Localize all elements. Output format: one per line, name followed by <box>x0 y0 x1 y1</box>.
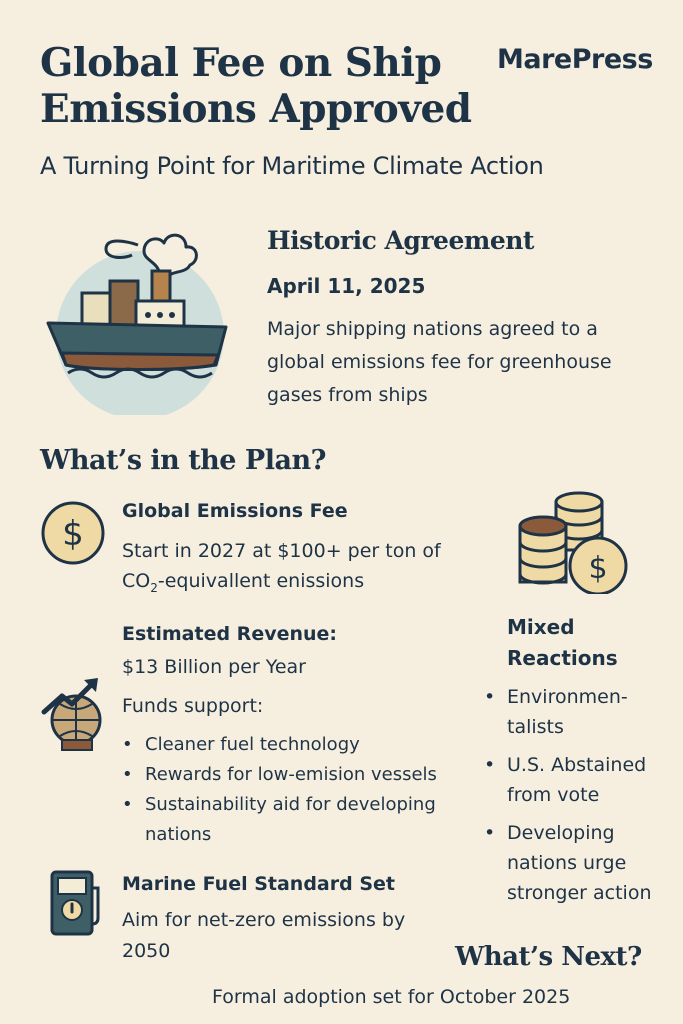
fee-title: Global Emissions Fee <box>122 500 348 522</box>
coin-stack-icon <box>516 490 632 594</box>
funds-list <box>122 730 482 850</box>
reactions-list <box>484 682 674 916</box>
list-item <box>484 750 674 810</box>
list-item-label: Environmen-talists <box>507 686 628 738</box>
svg-text:$: $ <box>62 514 84 554</box>
list-item <box>122 730 482 760</box>
fee-text-before: Start in 2027 at $100+ per ton of CO <box>122 540 441 592</box>
page-subtitle: A Turning Point for Maritime Climate Action <box>40 152 544 180</box>
list-item-label: U.S. Abstained from vote <box>507 754 647 806</box>
dollar-coin-icon <box>40 500 106 566</box>
historic-heading: Historic Agreement <box>267 226 534 255</box>
fee-description <box>122 536 462 603</box>
reactions-title: Mixed Reactions <box>507 615 618 670</box>
list-item-label: Developing nations urge stronger action <box>507 822 652 904</box>
globe-growth-icon <box>40 672 106 752</box>
list-item-label: Rewards for low-emision vessels <box>145 764 437 785</box>
fee-subscript: 2 <box>150 580 158 595</box>
bullet-icon: • <box>484 686 496 708</box>
list-item <box>122 760 482 790</box>
list-item-label: Sustainability aid for developing nations <box>145 794 436 845</box>
fee-text-after: -equivallent enissions <box>157 570 365 592</box>
bullet-icon: • <box>484 754 496 776</box>
fuel-standard-title: Marine Fuel Standard Set <box>122 873 395 895</box>
fuel-standard-description: Aim for net-zero emissions by 2050 <box>122 909 406 962</box>
historic-description: Major shipping nations agreed to a global emissions fee for greenhouse gases from ships <box>267 318 612 406</box>
ship-icon <box>40 215 240 415</box>
list-item-label: Cleaner fuel technology <box>145 734 360 755</box>
plan-heading: What’s in the Plan? <box>40 445 326 476</box>
funds-title: Funds support: <box>122 695 264 717</box>
bullet-icon: • <box>122 794 133 815</box>
bullet-icon: • <box>122 734 133 755</box>
next-heading: What’s Next? <box>455 942 642 972</box>
list-item <box>484 682 674 742</box>
list-item <box>484 818 674 908</box>
revenue-title: Estimated Revenue: <box>122 623 338 645</box>
next-description: Formal adoption set for October 2025 <box>212 986 571 1008</box>
brand-logo: MarePress <box>497 44 653 75</box>
historic-date: April 11, 2025 <box>267 274 426 298</box>
page-title: Global Fee on Ship Emissions Approved <box>40 40 472 132</box>
fuel-pump-icon <box>48 868 106 938</box>
bullet-icon: • <box>484 822 496 844</box>
revenue-value: $13 Billion per Year <box>122 656 306 678</box>
bullet-icon: • <box>122 764 133 785</box>
list-item <box>122 790 482 850</box>
svg-text:$: $ <box>588 551 608 586</box>
